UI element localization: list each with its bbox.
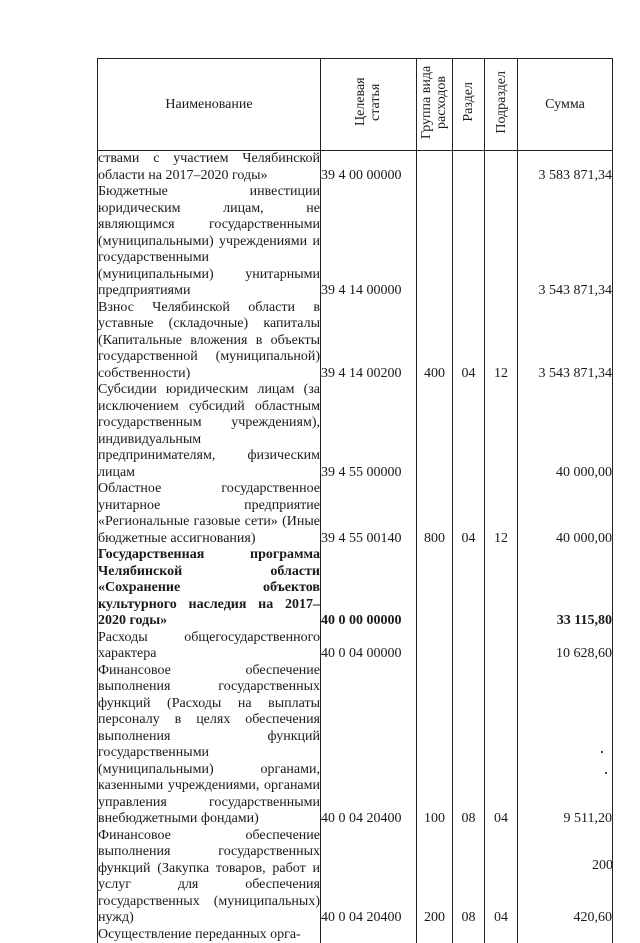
cell-code: 39 4 14 00000 [321,184,417,300]
cell-subsection [485,927,518,943]
cell-section [453,547,485,630]
cell-section [453,184,485,300]
cell-sum: 3 583 871,34 [518,151,613,185]
table-header-row [98,59,613,151]
cell-section [453,927,485,943]
table-row [98,547,613,630]
cell-sum: 3 543 871,34 [518,300,613,383]
cell-subsection [485,184,518,300]
cell-name: Областное государственное унитарное предприятие «Региональные газовые сети» (Иные бюджетные ассигнования) [98,481,321,547]
cell-name: Взнос Челябинской области в уставные (складочные) капиталы (Капитальные вложения в объекты государственной (муниципальной) собственности) [98,300,321,383]
cell-subsection [485,630,518,663]
cell-name: Осуществление переданных орга- [98,927,321,943]
cell-group [417,630,453,663]
table-row [98,300,613,383]
budget-table [97,58,613,943]
header-section: Раздел [453,59,485,151]
cell-section: 08 [453,828,485,927]
cell-section: 08 [453,663,485,828]
table-row [98,828,613,927]
cell-sum: 33 115,80 [518,547,613,630]
cell-name: Бюджетные инвестиции юридическим лицам, не являющимся государственными (муниципальными) учреждениями и государственными (муниципальными) унитарными предприятиями [98,184,321,300]
cell-group [417,151,453,185]
cell-group [417,547,453,630]
header-code: Целевая статья [321,59,417,151]
cell-subsection [485,382,518,481]
cell-code [321,927,417,943]
scan-speck [605,772,607,774]
scan-speck [601,751,603,753]
cell-group [417,184,453,300]
table-row [98,184,613,300]
cell-section [453,151,485,185]
cell-group: 800 [417,481,453,547]
cell-code: 39 4 55 00000 [321,382,417,481]
table-row [98,382,613,481]
table-row [98,663,613,828]
table-row [98,481,613,547]
cell-section: 04 [453,481,485,547]
cell-subsection: 12 [485,300,518,383]
header-sum: Сумма [518,59,613,151]
cell-sum: 9 511,20 [518,663,613,828]
cell-subsection: 04 [485,663,518,828]
header-name: Наименование [98,59,321,151]
cell-sum: 40 000,00 [518,481,613,547]
cell-sum: 3 543 871,34 [518,184,613,300]
page-number: 200 [592,858,613,874]
cell-group: 400 [417,300,453,383]
cell-code: 39 4 55 00140 [321,481,417,547]
cell-sum: 10 628,60 [518,630,613,663]
cell-subsection: 12 [485,481,518,547]
cell-subsection: 04 [485,828,518,927]
cell-group [417,927,453,943]
table-row [98,151,613,185]
table-body [98,151,613,943]
cell-subsection [485,547,518,630]
cell-group [417,382,453,481]
cell-sum: 420,60 [518,828,613,927]
cell-code: 40 0 04 20400 [321,663,417,828]
cell-section [453,630,485,663]
header-group: Группа вида расходов [417,59,453,151]
cell-name: Государственная программа Челябинской области «Сохранение объектов культурного наследия на 2017–2020 годы» [98,547,321,630]
cell-code: 40 0 00 00000 [321,547,417,630]
cell-name: Финансовое обеспечение выполнения государственных функций (Закупка товаров, работ и услуг для обеспечения государственных (муниципальных) нужд) [98,828,321,927]
cell-sum [518,927,613,943]
cell-sum: 40 000,00 [518,382,613,481]
cell-code: 39 4 14 00200 [321,300,417,383]
cell-code: 40 0 04 20400 [321,828,417,927]
cell-subsection [485,151,518,185]
cell-name: Субсидии юридическим лицам (за исключением субсидий областным государственным учреждениям), индивидуальным предпринимателям, физическим лицам [98,382,321,481]
cell-name: Финансовое обеспечение выполнения государственных функций (Расходы на выплаты персоналу в целях обеспечения выполнения функций государственными (муниципальными) органами, казенными учреждениями, органами управления государственными внебюджетными фондами) [98,663,321,828]
cell-group: 100 [417,663,453,828]
cell-section: 04 [453,300,485,383]
header-subsection: Подраздел [485,59,518,151]
table-row [98,927,613,943]
cell-code: 39 4 00 00000 [321,151,417,185]
cell-name: ствами с участием Челябинской области на 2017–2020 годы» [98,151,321,185]
cell-group: 200 [417,828,453,927]
cell-name: Расходы общегосударственного характера [98,630,321,663]
cell-section [453,382,485,481]
cell-code: 40 0 04 00000 [321,630,417,663]
table-row [98,630,613,663]
